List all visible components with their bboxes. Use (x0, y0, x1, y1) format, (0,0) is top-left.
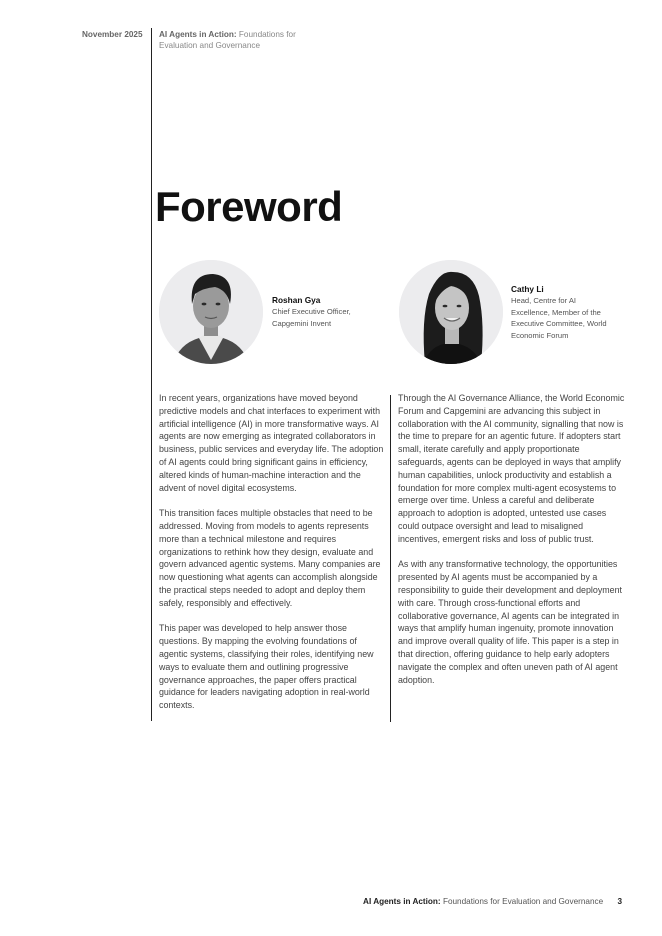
left-column (159, 392, 384, 725)
page-title: Foreword (155, 183, 343, 230)
vertical-rule-middle (390, 395, 391, 722)
person-name-1: Roshan Gya (272, 295, 321, 305)
footer-title-bold: AI Agents in Action: (363, 897, 441, 906)
page-number: 3 (617, 897, 622, 906)
person-role-1: Chief Executive Officer, Capgemini Invent (272, 307, 351, 328)
right-column (398, 392, 625, 699)
header-report-title (159, 29, 299, 51)
left-paragraph-3: This paper was developed to help answer those questions. By mapping the evolving foundations of agentic systems, classifying their roles, identifying new ways to evaluate them and outlining progressive governance approaches, the paper offers practical guidance for leaders navigating adoption in real-world contexts. (159, 623, 374, 711)
footer-title-rest: Foundations for Evaluation and Governance (442, 897, 604, 906)
person-name-2: Cathy Li (511, 284, 544, 294)
portrait-woman-icon (399, 260, 503, 364)
footer (363, 897, 622, 906)
person-role-2: Head, Centre for AI Excellence, Member of the Executive Committee, World Economic Forum (511, 296, 607, 340)
portrait-man-icon (159, 260, 263, 364)
right-paragraph-2: As with any transformative technology, the opportunities presented by AI agents must be accompanied by a responsibility to guide their development and deployment with care. Through cross-functional efforts and collaborative governance, AI agents can be integrated in ways that amplify human ingenuity, promote innovation and improve overall quality of life. This paper is a step in that direction, offering guidance to help early adopters navigate the complex and often uneven path of AI agent adoption. (398, 559, 622, 685)
vertical-rule-left (151, 28, 152, 721)
header-title-bold: AI Agents in Action: (159, 30, 237, 39)
left-paragraph-2: This transition faces multiple obstacles that need to be addressed. Moving from models to agents represents more than a technical milestone and requires organizations to rethink how they design, evaluate and govern advanced agentic systems. Many companies are now questioning what agents can accomplish alongside the practical steps needed to adopt and deploy them safely, responsibly and effectively. (159, 508, 381, 608)
header-date: November 2025 (82, 30, 143, 39)
avatar-roshan-gya (159, 260, 263, 364)
left-paragraph-1: In recent years, organizations have moved beyond predictive models and chat interfaces to experiment with artificial intelligence (AI) in more transformative ways. AI agents are now emerging as integrated collaborators in business, public services and everyday life. The adoption of AI agents could bring significant gains in efficiency, altered kinds of human-machine interaction and the advent of novel digital ecosystems. (159, 393, 384, 493)
header-title-rest: Foundations for Evaluation and Governance (159, 30, 296, 50)
avatar-cathy-li (399, 260, 503, 364)
right-paragraph-1: Through the AI Governance Alliance, the World Economic Forum and Capgemini are advancing this subject in collaboration with the AI community, signalling that now is the time to prepare for an agentic future. If adopters start small, iterate carefully and apply proportionate safeguards, agents can be deployed in ways that amplify human capabilities, unlock productivity and establish a foundation for more complex multi-agent ecosystems to emerge over time. Unless a careful and deliberate approach to adoption is adopted, untested use cases could outpace oversight and lead to misaligned incentives, emergent risks and loss of public trust. (398, 393, 625, 544)
